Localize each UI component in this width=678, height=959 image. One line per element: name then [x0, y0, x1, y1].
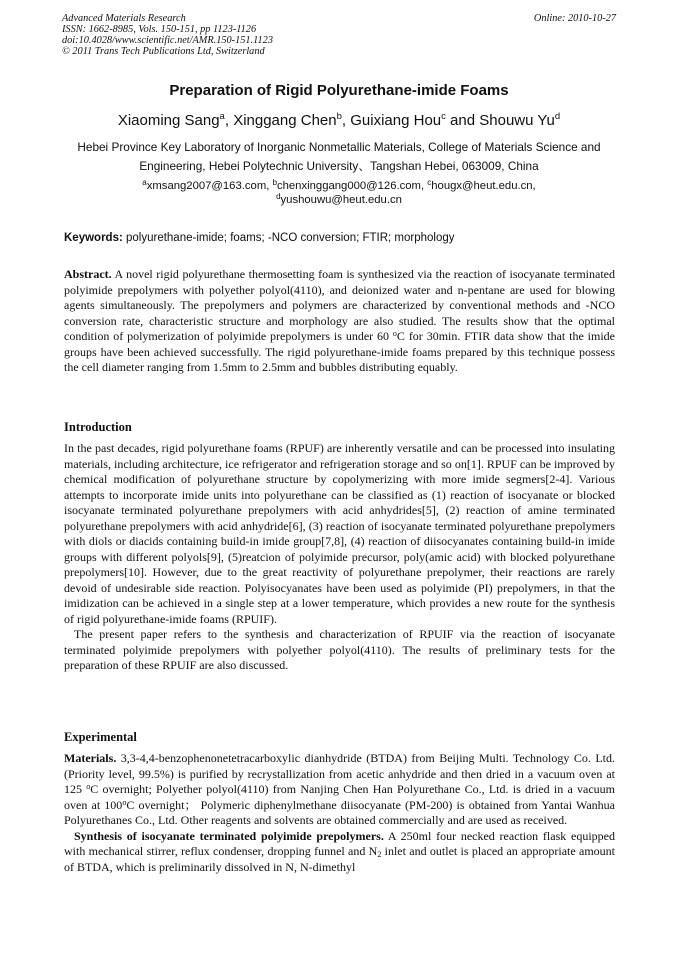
email-separator: , [420, 180, 428, 192]
author-separator: and [445, 112, 480, 129]
degree-sup: o [122, 797, 127, 807]
email-sup: b [272, 178, 277, 187]
email-link[interactable]: chenxinggang000@126.com [276, 180, 421, 192]
email-list [62, 180, 616, 207]
materials-text: 3,3-4,4-benzophenonetetracarboxylic dianhydride (BTDA) from Beijing Multi. Technology Co. Ltd.(Priority level, 99.5%) is purified by recrystallization from acetic anhydride and then dried in a vacuum oven at 125 [64, 751, 615, 796]
author-sup: a [219, 111, 225, 122]
paper-title: Preparation of Rigid Polyurethane-imide Foams [169, 82, 509, 99]
journal-name: Advanced Materials Research [62, 13, 186, 24]
author-separator: , [341, 112, 351, 129]
email-sup: d [276, 191, 281, 201]
degree-sup: o [392, 329, 397, 338]
introduction-heading: Introduction [64, 420, 132, 434]
copyright-line: © 2011 Trans Tech Publications Ltd, Switzerland [62, 45, 265, 57]
experimental-body [64, 751, 615, 875]
keywords-label: Keywords: [64, 232, 123, 244]
author-separator: , [224, 112, 234, 129]
affiliation: Hebei Province Key Laboratory of Inorganic Nonmetallic Materials, College of Materials Science and Engineering, Hebei Polytechnic University、Tangshan Hebei, 063009, China [77, 140, 601, 173]
introduction-body [64, 441, 615, 674]
abstract-text: C for 30min. FTIR data show that the imide groups have been achieved successfully. The rigid polyurethane-imide foams prepared by this technique possess the cell diameter ranging from 1.5mm to 2.5mm and bubbles distributing equably. [64, 329, 615, 374]
email-link[interactable]: xmsang2007@163.com [146, 180, 267, 192]
keywords-text: polyurethane-imide; foams; -NCO conversion; FTIR; morphology [122, 232, 455, 244]
journal-header [62, 14, 616, 58]
email-separator: , [266, 180, 273, 192]
email-link[interactable]: yushouwu@heut.edu.cn [280, 193, 402, 206]
subscript: 2 [377, 850, 382, 859]
abstract [64, 267, 615, 376]
email-sup: a [142, 178, 147, 187]
synthesis-label: Synthesis of isocyanate terminated polyimide prepolymers. [74, 828, 384, 843]
author-name: Shouwu Yu [479, 112, 555, 129]
author-sup: c [441, 111, 446, 122]
synthesis-text: inlet and outlet is placed an appropriate amount of BTDA, which is preliminarily dissolved in N, N-dimethyl [64, 844, 615, 874]
email-separator: , [532, 180, 536, 192]
author-sup: b [336, 111, 342, 122]
author-sup: d [554, 111, 561, 122]
online-date: Online: 2010-10-27 [533, 13, 616, 24]
email-sup: c [427, 178, 432, 187]
abstract-text: A novel rigid polyurethane thermosetting foam is synthesized via the reaction of isocyanate terminated polyimide prepolymers with polyether polyol(4110), and deionized water and n-pentane are used for blowing agents simultaneously. The prepolymers and polymers are characterized by conventional methods and -NCO conversion rate, characteristic structure and morphology are also studied. The results show that the optimal condition of polymerization of polyimide prepolymers is under 60 [64, 267, 615, 343]
doi-line: doi:10.4028/www.scientific.net/AMR.150-151.1123 [62, 34, 273, 46]
materials-text: C overnight； Polymeric diphenylmethane diisocyanate (PM-200) is obtained from Yantai Wanhua Polyurethanes Co., Ltd. Other reagents and solvents are obtained commercially and are used as received. [64, 797, 615, 827]
author-list [0, 112, 678, 129]
degree-sup: o [86, 782, 91, 791]
abstract-label: Abstract. [64, 267, 112, 281]
author-name: Xiaoming Sang [117, 112, 220, 129]
intro-paragraph: The present paper refers to the synthesis and characterization of RPUIF via the reaction of isocyanate terminated polyimide prepolymers with polyether polyol(4110). The results of preliminary tests for the preparation of these RPUIF are also discussed. [64, 627, 615, 672]
author-name: Guixiang Hou [350, 112, 442, 129]
keywords [64, 232, 616, 244]
intro-paragraph: In the past decades, rigid polyurethane foams (RPUF) are inherently versatile and can be processed into insulating materials, including architecture, ice refrigerator and refrigeration storage and so on[1]. RPUF can be improved by chemical modification of polyurethane structure by copolymerizing with more imide segmers[2-4]. Various attempts to incorporate imide units into polyurethane can be classified as (1) reaction of isocyanate or blocked isocyanate terminated polyurethane prepolymers with acid anhydrides[5], (2) reaction of amine terminated polyurethane prepolymers with acid anhydride[6], (3) reaction of isocyanate terminated polyurethane prepolymers with diols or diacids containing build-in imide group[7,8], (4) reaction of diisocyanates containing build-in imide groups with different polyols[9], (5)reatcion of polyimide precursor, poly(amic acid) with blocked polyurethane prepolymers[10]. However, due to the great reactivity of polyurethane prepolymer, their reactions are rarely devoid of undesirable side reaction. Polyisocyanates have been used as polyimide (PI) prepolymers, in that the imidization can be achieved in a single step at a lower temperature, which provides a new route for the synthesis of rigid polyurethane-imide foams (RPUIF). [64, 441, 615, 626]
synthesis-text: A 250ml four necked reaction flask equipped with mechanical stirrer, reflux condenser, dropping funnel and N [64, 828, 615, 858]
experimental-heading: Experimental [64, 730, 137, 744]
author-name: Xinggang Chen [233, 112, 337, 129]
materials-text: C overnight; Polyether polyol(4110) from Nanjing Chen Han Polyurethane Co., Ltd. is dried in a vacuum oven at 100 [64, 782, 616, 812]
materials-label: Materials. [64, 751, 117, 765]
email-link[interactable]: hougx@heut.edu.cn [431, 180, 533, 192]
issn-line: ISSN: 1662-8985, Vols. 150-151, pp 1123-1126 [62, 23, 257, 35]
